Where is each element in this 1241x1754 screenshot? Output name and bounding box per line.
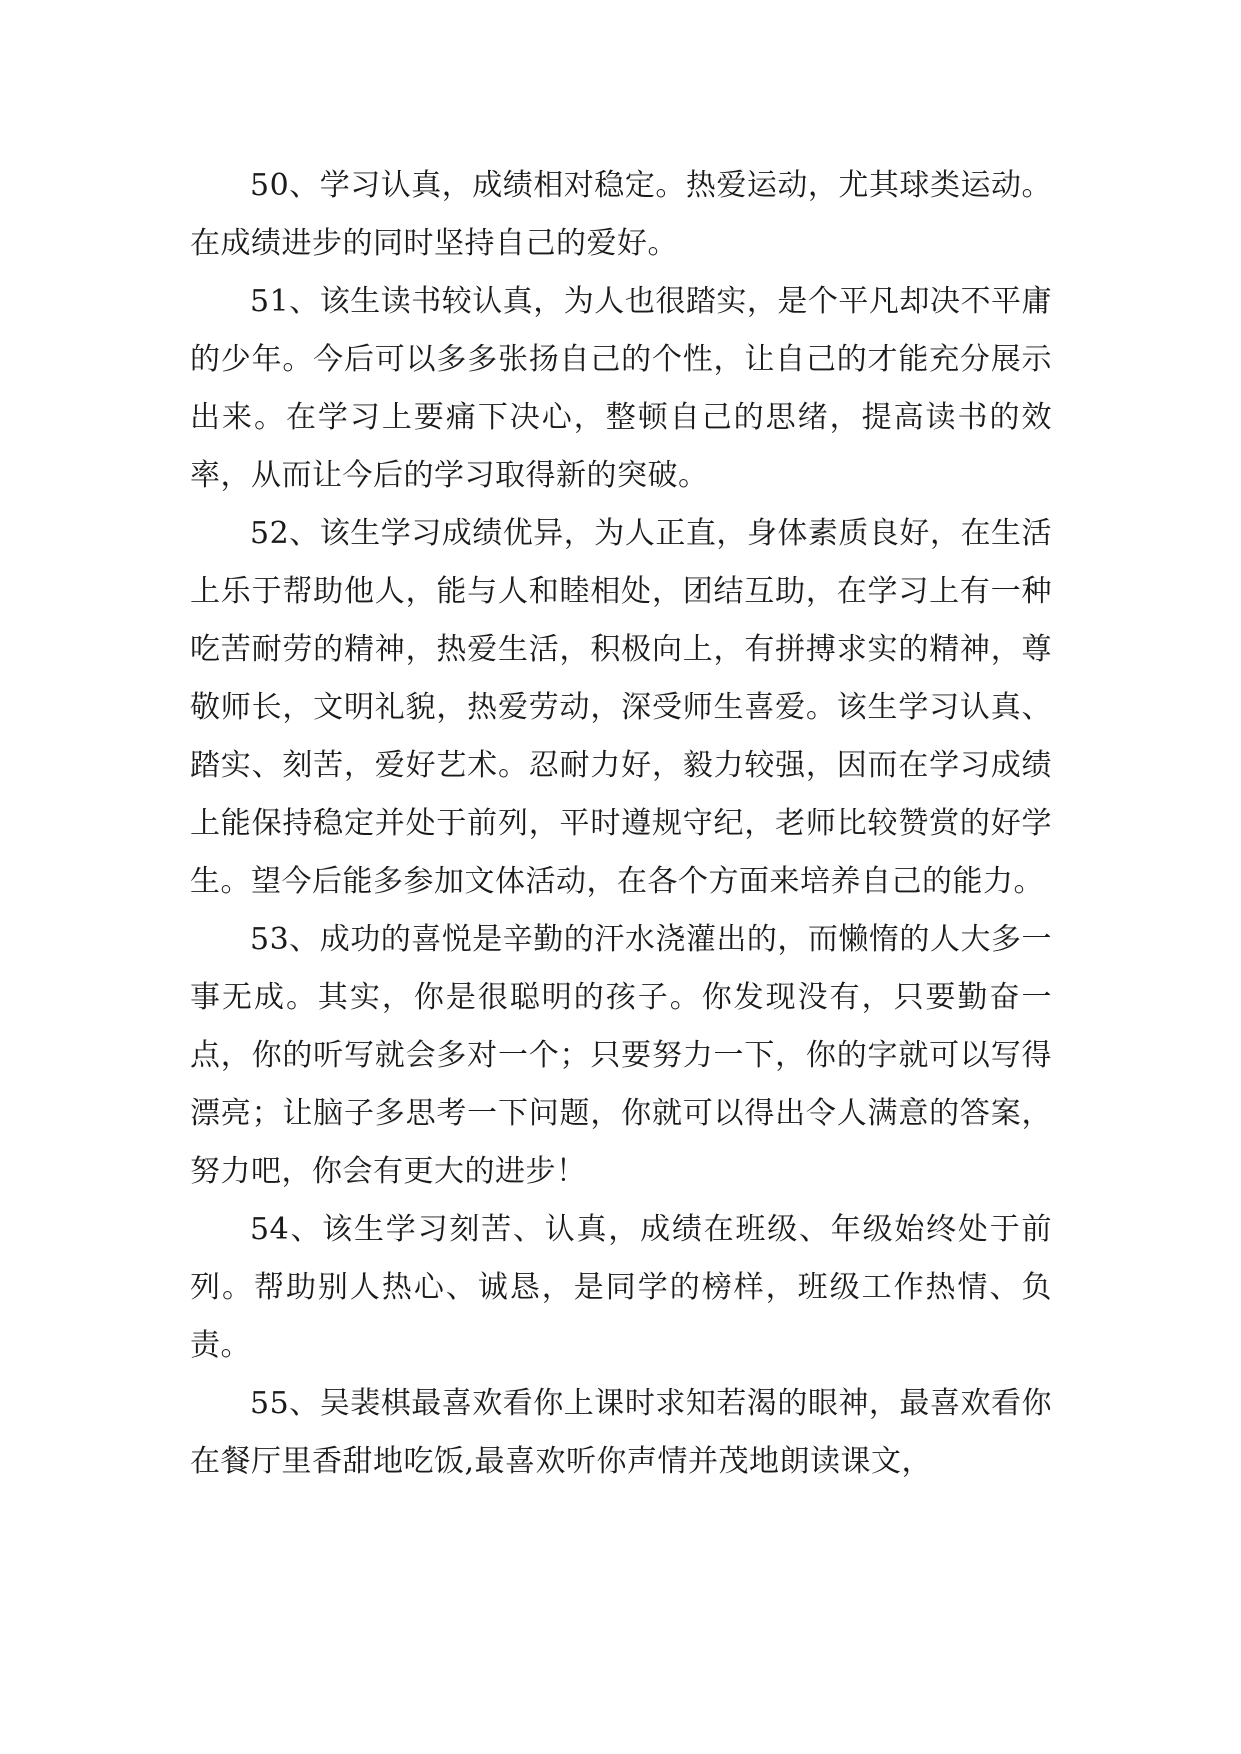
paragraph-51: 51、该生读书较认真，为人也很踏实，是个平凡却决不平庸的少年。今后可以多多张扬自己的个性，让自己的才能充分展示出来。在学习上要痛下决心，整顿自己的思绪，提高读书的效率，从而让今后的学习取得新的突破。 <box>190 284 1052 493</box>
paragraph-52: 52、该生学习成绩优异，为人正直，身体素质良好，在生活上乐于帮助他人，能与人和睦相处，团结互助，在学习上有一种吃苦耐劳的精神，热爱生活，积极向上，有拼搏求实的精神，尊敬师长，文明礼貌，热爱劳动，深受师生喜爱。该生学习认真、踏实、刻苦，爱好艺术。忍耐力好，毅力较强，因而在学习成绩上能保持稳定并处于前列，平时遵规守纪，老师比较赞赏的好学生。望今后能多参加文体活动，在各个方面来培养自己的能力。 <box>190 516 1052 899</box>
paragraph-54: 54、该生学习刻苦、认真，成绩在班级、年级始终处于前列。帮助别人热心、诚恳，是同学的榜样，班级工作热情、负责。 <box>190 1212 1052 1363</box>
paragraph-50: 50、学习认真，成绩相对稳定。热爱运动，尤其球类运动。在成绩进步的同时坚持自己的爱好。 <box>190 168 1052 261</box>
document-body <box>190 157 1052 1491</box>
paragraph-55: 55、吴裴棋最喜欢看你上课时求知若渴的眼神，最喜欢看你在餐厅里香甜地吃饭,最喜欢听你声情并茂地朗读课文， <box>190 1386 1052 1479</box>
paragraph-53: 53、成功的喜悦是辛勤的汗水浇灌出的，而懒惰的人大多一事无成。其实，你是很聪明的孩子。你发现没有，只要勤奋一点，你的听写就会多对一个；只要努力一下，你的字就可以写得漂亮；让脑子多思考一下问题，你就可以得出令人满意的答案，努力吧，你会有更大的进步！ <box>190 922 1052 1189</box>
